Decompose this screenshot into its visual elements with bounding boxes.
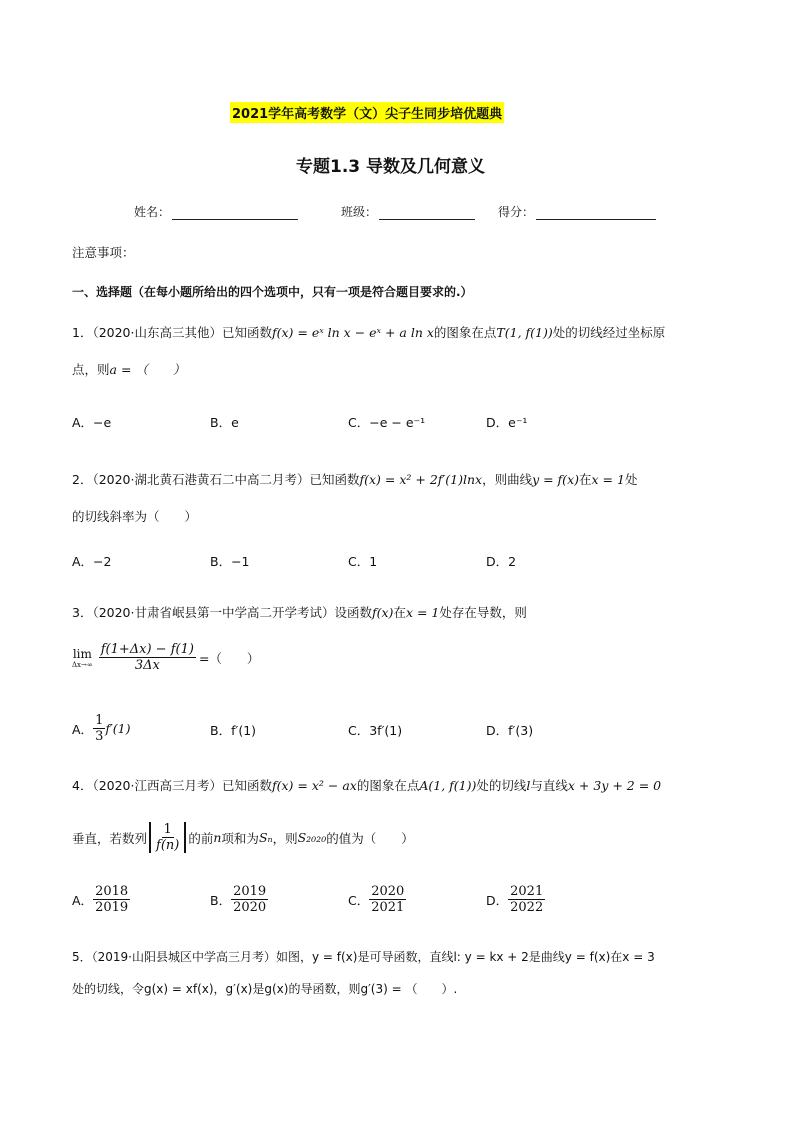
q3-option-b[interactable]: B．f′(1) (210, 723, 257, 738)
q4-option-b[interactable]: B． $\frac{2019}{2020}$ (210, 884, 267, 915)
question-4-line-2: 垂直，若数列 $\frac{1}{f(n)}$ 的前 n 项和为 Sₙ ，则 S₂₀₂₀ 的值为（ ） (72, 822, 414, 853)
lim-sub: Δx→∞ (72, 660, 93, 669)
q2-option-d[interactable]: D．2 (486, 554, 517, 569)
question-1-line-2: 点，则a = （ ） (72, 362, 186, 377)
q1-option-c[interactable]: C．−e − e⁻¹ (348, 415, 426, 430)
question-3-limit: lim Δx→∞ $\frac{f(1+\Delta x) - f(1)}{3\Delta x}$ =（ ） (72, 642, 260, 673)
question-5-line-1: 5．（2019·山阳县城区中学高三月考）如图，y = f(x)是可导函数，直线l: y = kx + 2是曲线y = f(x)在x = 3 (72, 950, 655, 964)
question-5-line-2: 处的切线，令g(x) = xf(x)，g′(x)是g(x)的导函数，则g′(3) = （ ）. (72, 982, 458, 996)
section-title: 一、选择题（在每小题所给出的四个选项中，只有一项是符合题目要求的.） (72, 285, 473, 299)
class-blank[interactable] (379, 206, 475, 220)
q2-option-a[interactable]: A．−2 (72, 554, 112, 569)
score-blank[interactable] (536, 206, 656, 220)
question-2-line-2: 的切线斜率为（ ） (72, 509, 198, 524)
question-2-line-1: 2．（2020·湖北黄石港黄石二中高二月考）已知函数f(x) = x² + 2f′(1)lnx，则曲线y = f(x)在x = 1处 (72, 472, 638, 487)
sequence-fraction: $\frac{1}{f(n)}$ (156, 822, 180, 853)
q4-option-a[interactable]: A． $\frac{2018}{2019}$ (72, 884, 129, 915)
header-banner: 2021学年高考数学（文）尖子生同步培优题典 (230, 102, 504, 123)
question-3-line-1: 3．（2020·甘肃省岷县第一中学高二开学考试）设函数f(x)在x = 1处存在导数，则 (72, 605, 527, 620)
q2-option-c[interactable]: C．1 (348, 554, 378, 569)
question-1-line-1: 1．（2020·山东高三其他）已知函数f(x) = eˣ ln x − eˣ + a ln x的图象在点T(1, f(1))处的切线经过坐标原 (72, 325, 666, 340)
q4-option-c[interactable]: C． $\frac{2020}{2021}$ (348, 884, 405, 915)
question-4-line-1: 4．（2020·江西高三月考）已知函数f(x) = x² − ax的图象在点A(1, f(1))处的切线l与直线x + 3y + 2 = 0 (72, 778, 662, 793)
score-label: 得分： (498, 205, 535, 219)
q3-option-c[interactable]: C．3f′(1) (348, 723, 403, 738)
q2-option-b[interactable]: B．−1 (210, 554, 250, 569)
limit-fraction: $\frac{f(1+\Delta x) - f(1)}{3\Delta x}$ (100, 642, 194, 673)
q1-option-a[interactable]: A．−e (72, 415, 112, 430)
q1-option-d[interactable]: D．e⁻¹ (486, 415, 528, 430)
score-field (498, 203, 656, 220)
name-field (134, 203, 298, 220)
class-field (341, 203, 475, 220)
name-label: 姓名： (134, 205, 171, 219)
q3-option-d[interactable]: D．f′(3) (486, 723, 534, 738)
q4-option-d[interactable]: D． $\frac{2021}{2022}$ (486, 884, 544, 915)
lim-word: lim (72, 646, 92, 661)
q1-option-b[interactable]: B．e (210, 415, 239, 430)
notes-label: 注意事项： (72, 245, 135, 260)
name-blank[interactable] (172, 206, 298, 220)
q3-option-a[interactable]: A． $\frac{1}{3}$ f′(1) (72, 713, 131, 744)
page-title: 专题1.3 导数及几何意义 (296, 157, 486, 177)
class-label: 班级： (341, 205, 378, 219)
